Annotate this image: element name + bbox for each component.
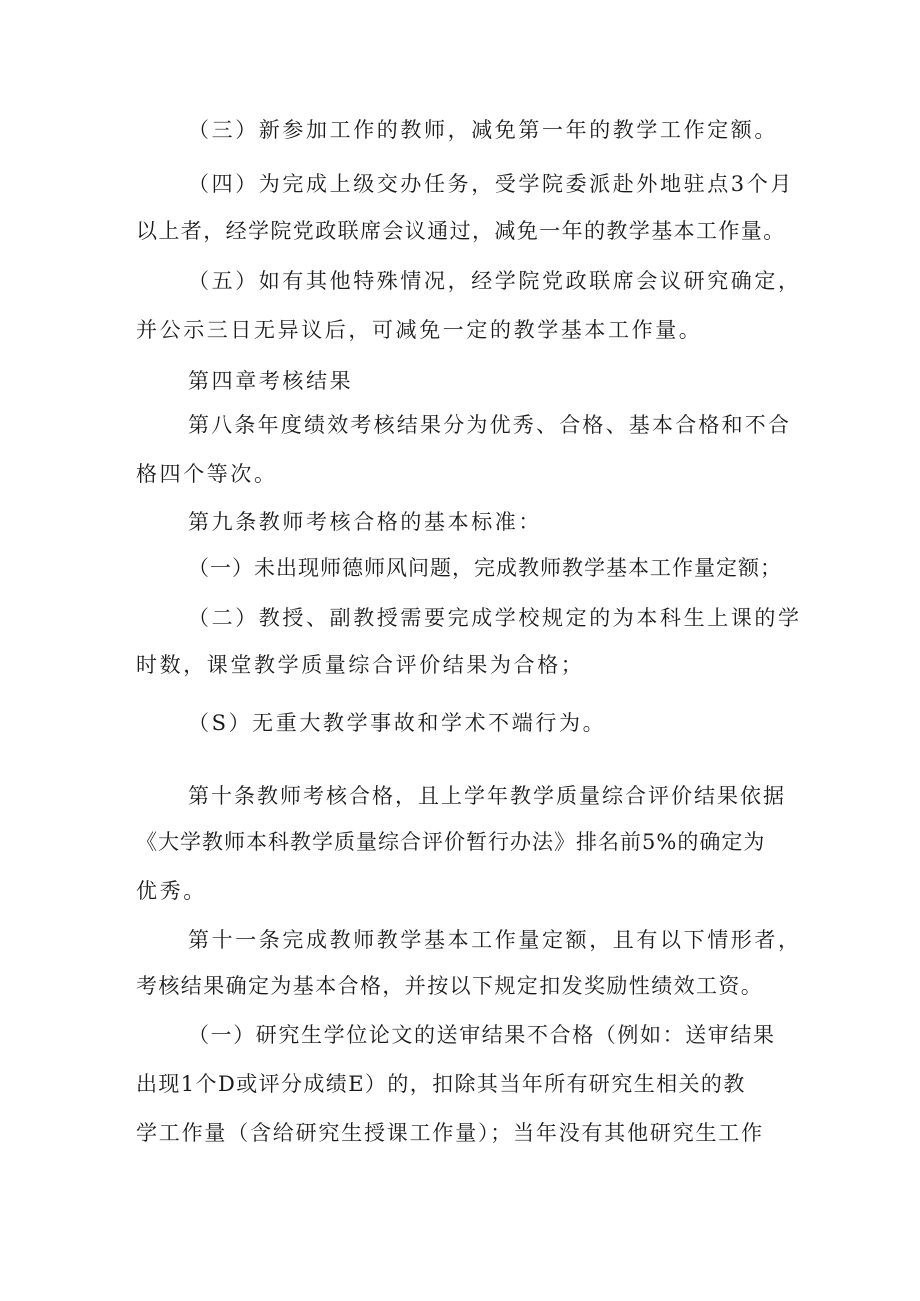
chapter-heading: 第四章考核结果	[188, 369, 354, 393]
paragraph-line: 《大学教师本科教学质量综合评价暂行办法》排名前5%的确定为	[136, 830, 766, 854]
paragraph-line: （一）研究生学位论文的送审结果不合格（例如：送审结果	[188, 1023, 776, 1047]
paragraph-line: 第十一条完成教师教学基本工作量定额，且有以下情形者，	[188, 928, 802, 952]
paragraph-line: 优秀。	[136, 879, 207, 903]
paragraph-line: 出现1个D或评分成绩E）的，扣除其当年所有研究生相关的教	[136, 1072, 746, 1096]
paragraph-line: 第八条年度绩效考核结果分为优秀、合格、基本合格和不合	[188, 413, 792, 437]
paragraph-line: 以上者，经学院党政联席会议通过，减免一年的教学基本工作量。	[136, 219, 786, 243]
paragraph-line: 考核结果确定为基本合格，并按以下规定扣发奖励性绩效工资。	[136, 974, 764, 998]
paragraph-line: 第十条教师考核合格，且上学年教学质量综合评价结果依据	[188, 784, 786, 808]
paragraph-line: （三）新参加工作的教师，减免第一年的教学工作定额。	[188, 118, 778, 142]
paragraph-line: （五）如有其他特殊情况，经学院党政联席会议研究确定，	[188, 269, 802, 293]
paragraph-line: （S）无重大教学事故和学术不端行为。	[188, 711, 607, 735]
paragraph-line: 时数，课堂教学质量综合评价结果为合格；	[136, 653, 585, 677]
paragraph-line: （一）未出现师德师风问题，完成教师教学基本工作量定额；	[188, 556, 782, 580]
paragraph-line: 学工作量（含给研究生授课工作量）；当年没有其他研究生工作	[136, 1121, 764, 1145]
paragraph-line: （二）教授、副教授需要完成学校规定的为本科生上课的学	[188, 606, 802, 630]
paragraph-line: 格四个等次。	[136, 462, 278, 486]
paragraph-line: 并公示三日无异议后，可减免一定的教学基本工作量。	[136, 318, 703, 342]
paragraph-line: （四）为完成上级交办任务，受学院委派赴外地驻点3个月	[188, 172, 794, 196]
paragraph-line: 第九条教师考核合格的基本标准：	[188, 510, 542, 534]
